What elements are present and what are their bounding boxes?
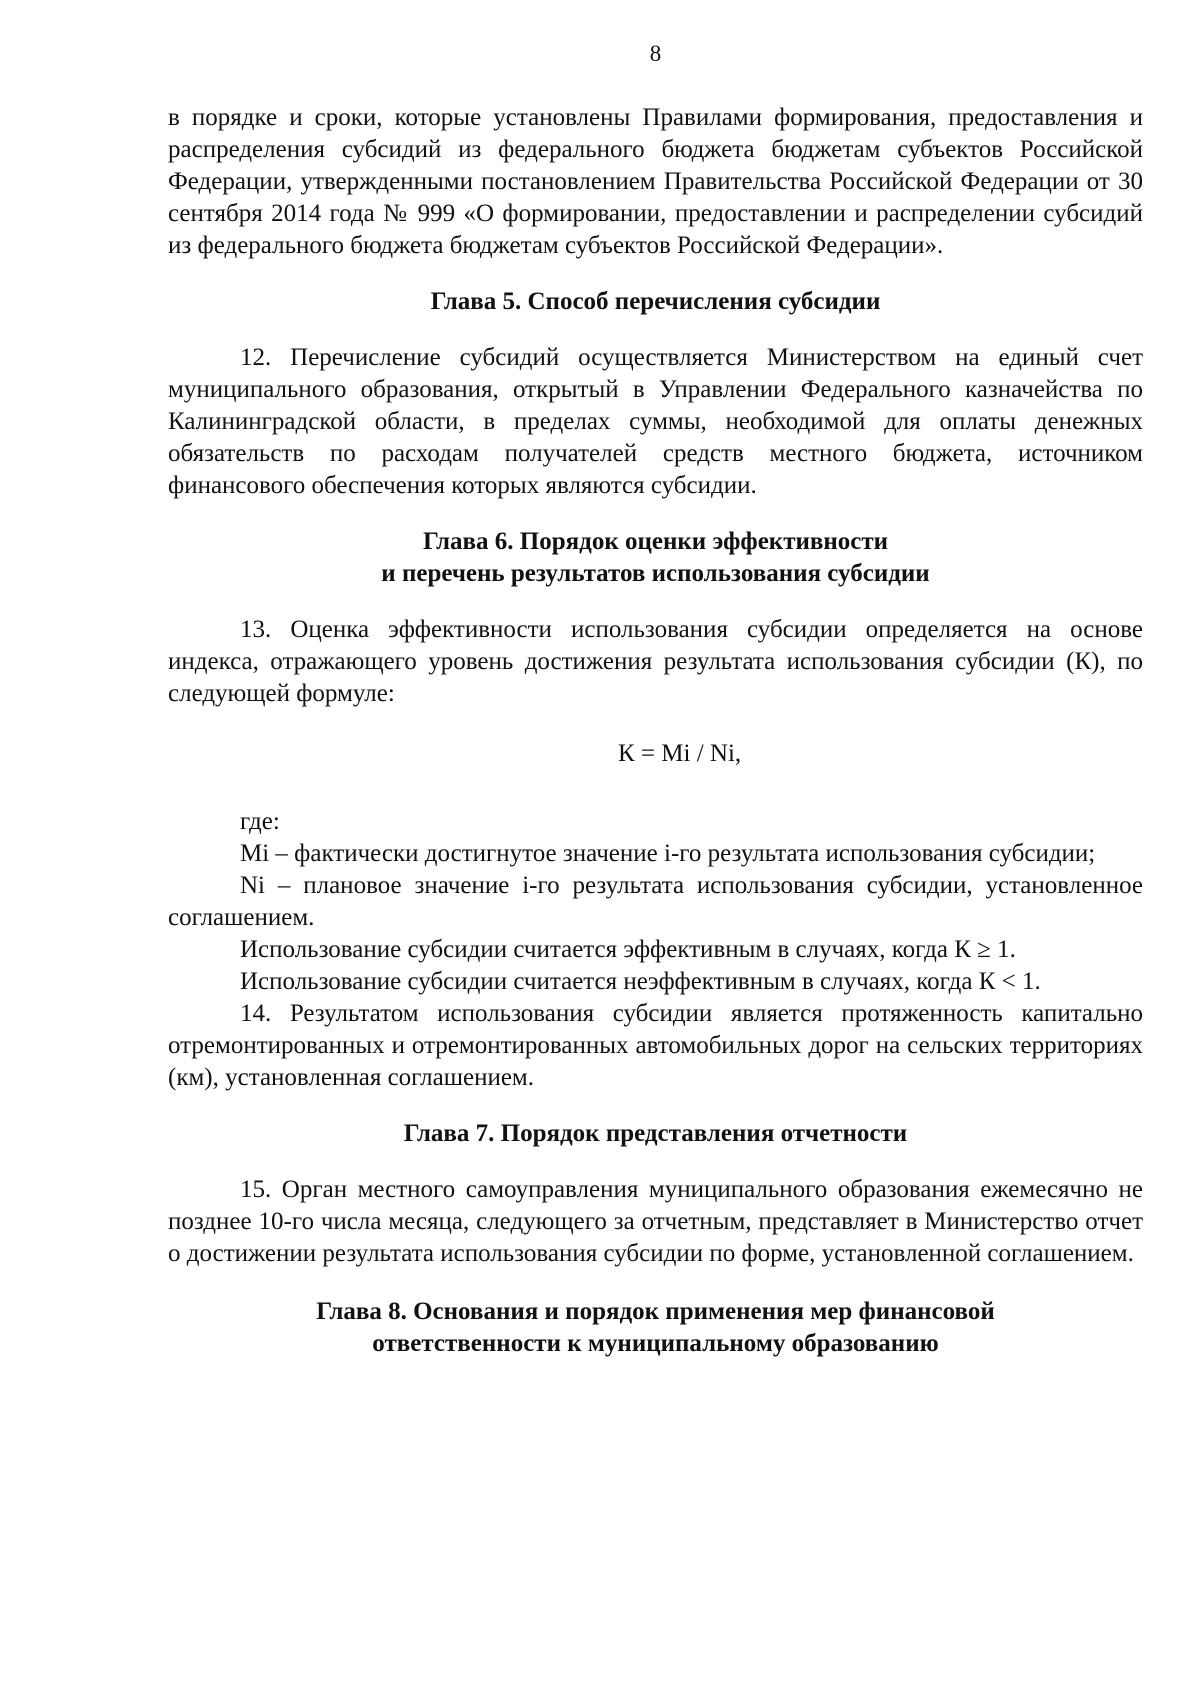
- chapter-5-heading: [168, 286, 1143, 318]
- chapter-5-title: Глава 5. Способ перечисления субсидии: [430, 288, 881, 315]
- chapter-8-title-line2: ответственности к муниципальному образованию: [372, 1330, 939, 1357]
- paragraph-12: 12. Перечисление субсидий осуществляется Министерством на единый счет муниципального образования, открытый в Управлении Федерального казначейства по Калининградской области, в пределах суммы, необходимой для оплаты денежных обязательств по расходам получателей средств местного бюджета, источником финансового обеспечения которых являются субсидии.: [168, 344, 1143, 499]
- paragraph-15: 15. Орган местного самоуправления муниципального образования ежемесячно не позднее 10-го числа месяца, следующего за отчетным, представляет в Министерство отчет о достижении результата использования субсидии по форме, установленной соглашением.: [168, 1176, 1143, 1267]
- document-page: [168, 38, 1143, 1384]
- chapter-8-heading: [168, 1296, 1143, 1360]
- paragraph-intro: в порядке и сроки, которые установлены Правилами формирования, предоставления и распределения субсидий из федерального бюджета бюджетам субъектов Российской Федерации, утвержденными постановлением Правительства Российской Федерации от 30 сентября 2014 года № 999 «О формировании, предоставлении и распределении субсидий из федерального бюджета бюджетам субъектов Российской Федерации».: [168, 104, 1143, 259]
- where-label: где:: [240, 808, 280, 835]
- chapter-8-title-line1: Глава 8. Основания и порядок применения мер финансовой: [316, 1298, 995, 1325]
- paragraph-14: 14. Результатом использования субсидии является протяженность капитально отремонтированных и отремонтированных автомобильных дорог на сельских территориях (км), установленная соглашением.: [168, 1000, 1143, 1091]
- chapter-7-title: Глава 7. Порядок представления отчетности: [403, 1120, 908, 1147]
- paragraph-13: 13. Оценка эффективности использования субсидии определяется на основе индекса, отражающего уровень достижения результата использования субсидии (К), по следующей формуле:: [168, 616, 1143, 707]
- chapter-6-title-line2: и перечень результатов использования субсидии: [381, 560, 930, 587]
- page-number: 8: [649, 41, 662, 66]
- chapter-6-heading: [168, 526, 1143, 590]
- ineffective-condition: Использование субсидии считается неэффективным в случаях, когда К < 1.: [240, 968, 1041, 995]
- chapter-6-title-line1: Глава 6. Порядок оценки эффективности: [422, 528, 889, 555]
- mi-definition: Mi – фактически достигнутое значение i-го результата использования субсидии;: [240, 840, 1096, 867]
- chapter-7-heading: [168, 1118, 1143, 1150]
- formula: К = Mi / Ni,: [618, 740, 742, 767]
- effective-condition: Использование субсидии считается эффективным в случаях, когда К ≥ 1.: [240, 936, 1016, 963]
- ni-definition: Ni – плановое значение i-го результата использования субсидии, установленное соглашением.: [168, 872, 1143, 931]
